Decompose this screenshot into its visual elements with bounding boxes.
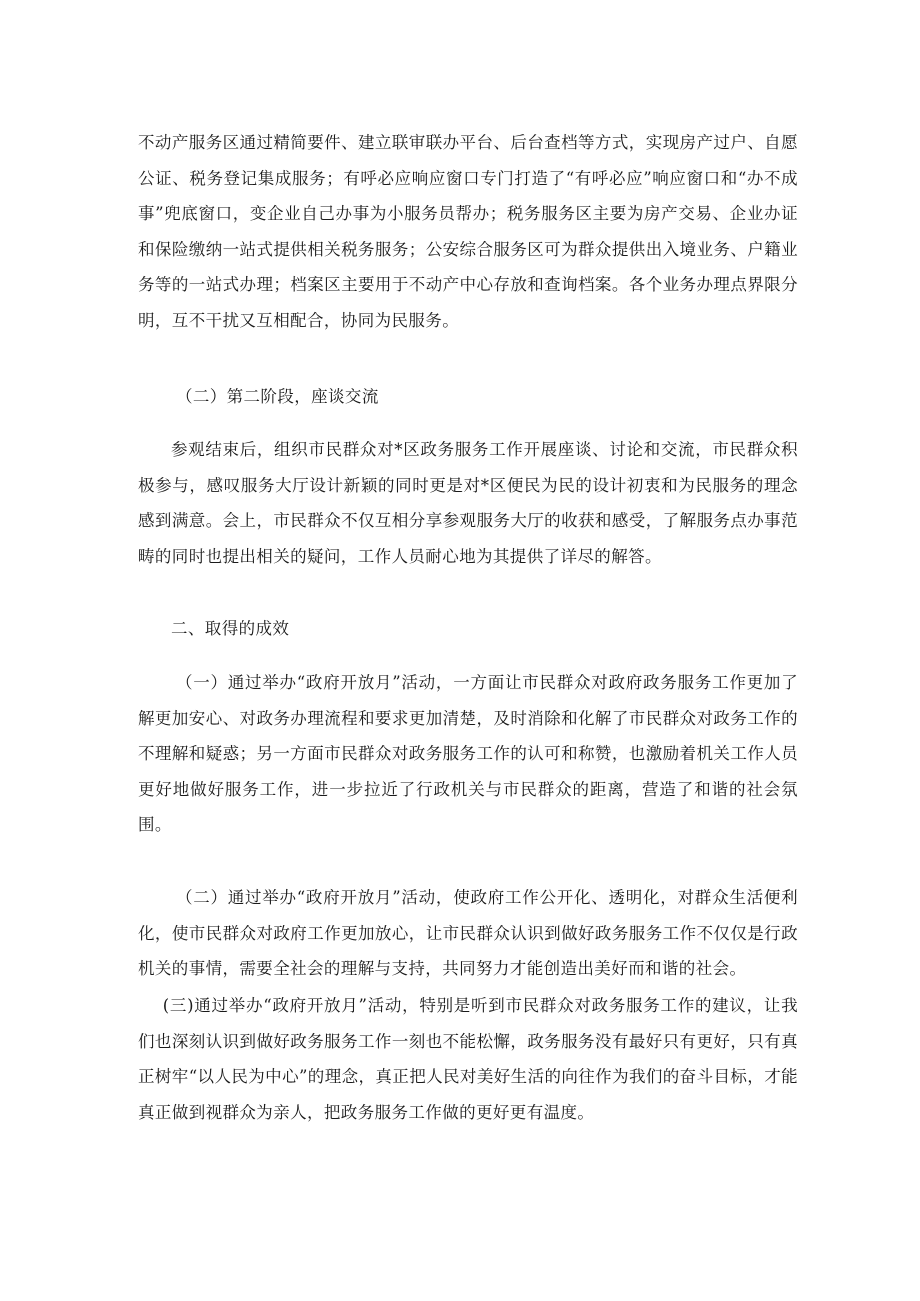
paragraph-result-three: (三)通过举办“政府开放月”活动，特别是听到市民群众对政务服务工作的建议，让我们也深刻认识到做好政务服务工作一刻也不能松懈，政务服务没有最好只有更好，只有真正树牢“以人民为中心”的理念，真正把人民对美好生活的向往作为我们的奋斗目标，才能真正做到视群众为亲人，把政务服务工作做的更好更有温度。 — [138, 996, 798, 1122]
section-heading-results: 二、取得的成效 — [171, 619, 290, 638]
paragraph-result-one: （一）通过举办“政府开放月”活动，一方面让市民群众对政府政务服务工作更加了解更加安心、对政务办理流程和要求更加清楚，及时消除和化解了市民群众对政务工作的不理解和疑惑；另一方面市民群众对政务服务工作的认可和称赞，也激励着机关工作人员更好地做好服务工作，进一步拉近了行政机关与市民群众的距离，营造了和谐的社会氛围。 — [138, 673, 798, 835]
section-heading-stage-two: （二）第二阶段，座谈交流 — [175, 387, 379, 406]
paragraph-discussion: 参观结束后，组织市民群众对*区政务服务工作开展座谈、讨论和交流，市民群众积极参与，感叹服务大厅设计新颖的同时更是对*区便民为民的设计初衷和为民服务的理念感到满意。会上，市民群众不仅互相分享参观服务大厅的收获和感受，了解服务点办事范畴的同时也提出相关的疑问，工作人员耐心地为其提供了详尽的解答。 — [138, 440, 798, 566]
paragraph-service-areas: 不动产服务区通过精简要件、建立联审联办平台、后台查档等方式，实现房产过户、自愿公证、税务登记集成服务；有呼必应响应窗口专门打造了“有呼必应”响应窗口和“办不成事”兜底窗口，变企业自己办事为小服务员帮办；税务服务区主要为房产交易、企业办证和保险缴纳一站式提供相关税务服务；公安综合服务区可为群众提供出入境业务、户籍业务等的一站式办理；档案区主要用于不动产中心存放和查询档案。各个业务办理点界限分明，互不干扰又互相配合，协同为民服务。 — [138, 133, 798, 330]
paragraph-result-two: （二）通过举办“政府开放月”活动，使政府工作公开化、透明化，对群众生活便利化，使市民群众对政府工作更加放心，让市民群众认识到做好政务服务工作不仅仅是行政机关的事情，需要全社会的理解与支持，共同努力才能创造出美好而和谐的社会。 — [138, 888, 798, 979]
